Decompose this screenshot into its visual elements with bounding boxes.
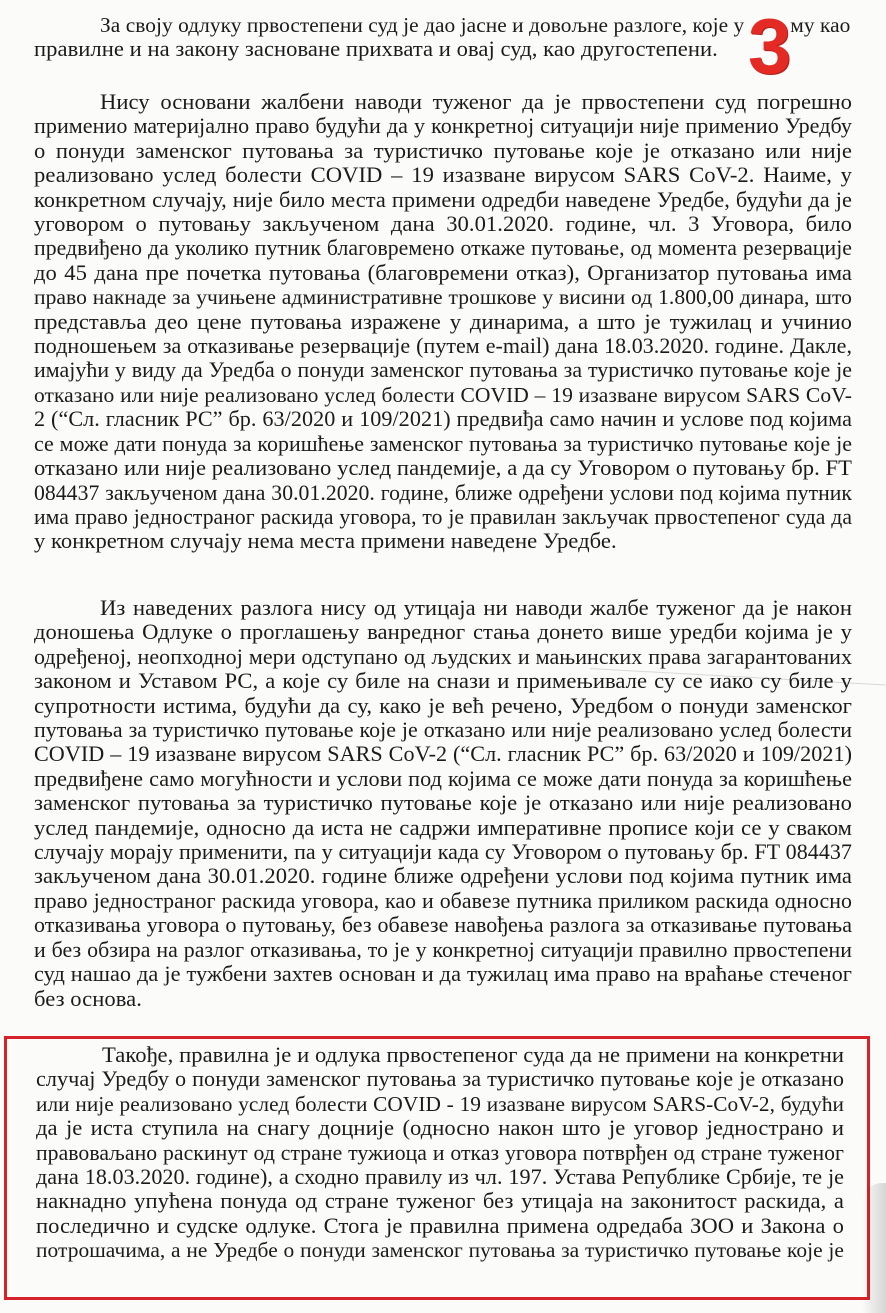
text-line: има право једностраног раскида уговора, то је правилан закључак првостепеног суда да <box>34 504 852 529</box>
text-line: 084437 закљученом дана 30.01.2020. године, ближе одређени услови под којима путник <box>34 480 852 505</box>
text-line: случај Уредбу о понуди заменског путовања за туристичко путовање које је отказано <box>36 1066 844 1092</box>
text-line: услед пандемије, односно да иста не садржи императивне прописе који се у сваком <box>34 814 852 840</box>
text-line: 2 (“Сл. гласник РС” бр. 63/2020 и 109/2021) предвиђа само начин и услове под којима <box>34 406 852 432</box>
text-line: Такође, правилна је и одлука првостепеног суда да не примени на конкретни <box>102 1042 844 1067</box>
text-line: одређеној, неопходној мери одступано од људских и мањинских права загарантованих <box>34 643 852 669</box>
page-number-annotation: 3 <box>748 2 792 90</box>
text-line: у конкретном случају нема места примени наведене Уредбе. <box>34 528 617 554</box>
page-curl-shadow <box>862 1183 886 1313</box>
text-line: применио материјално право будући да у конкретној ситуацији није применио Уредбу <box>34 113 852 139</box>
text-line: последично и судске одлуке. Стога је правилна примена одредаба ЗОО и Закона о <box>36 1212 844 1238</box>
text-line: Нису основани жалбени наводи туженог да је првостепени суд погрешно <box>100 89 852 114</box>
text-line: супротности истима, будући да су, како је већ речено, Уредбом о понуди заменског <box>34 692 852 718</box>
text-line: COVID – 19 изазване вирусом SARS CoV-2 (“Сл. гласник РС” бр. 63/2020 и 109/2021) <box>34 741 852 767</box>
text-line: и без обзира на разлог отказивања, то је у конкретној ситуацији правилно првостепени <box>34 937 852 962</box>
text-line: потрошачима, а не Уредбе о понуди заменског путовања за туристичко путовање које је <box>36 1238 844 1263</box>
text-line: За своју одлуку првостепени суд је дао јасне и довољне разлоге, које у му као <box>100 13 851 37</box>
text-line: о понуди заменског путовања за туристичко путовање које је отказано или није <box>34 137 852 163</box>
text-line: накнадно упућена понуда од стране туженог без утицаја на законитост раскида, а <box>36 1188 844 1214</box>
text-line: отказано или није реализовано услед болести COVID – 19 изазване вирусом SARS CoV- <box>34 382 852 407</box>
paragraph-1 <box>34 13 852 62</box>
text-line: предвиђено да уколико путник благовремено откаже путовање, од момента резервације <box>34 236 852 261</box>
text-line: заменског путовања за туристичко путовање које је отказано или није реализовано <box>34 790 852 816</box>
text-line: да је иста ступила на снагу доцније (односно након што је уговор једнострано и <box>36 1115 844 1141</box>
text-line: подношењем за отказивање резервације (путем e-mail) дана 18.03.2020. године. Дакле, <box>34 333 852 359</box>
text-line: реализовано услед болести COVID – 19 изазване вирусом SARS CoV-2. Наиме, у <box>34 162 852 188</box>
text-line: уговором о путовању закљученом дана 30.01.2020. године, чл. 3 Уговора, било <box>34 211 852 237</box>
text-line: представља део цене путовања изражене у динарима, а што је тужилац и учинио <box>34 308 852 334</box>
text-line: правоваљано раскинут од стране тужиоца и отказ уговора потврђен од стране туженог <box>36 1140 844 1165</box>
text-line: предвиђене само могућности и услови под којима се може дати понуда за коришћење <box>34 765 852 791</box>
text-line: правилне и на закону засноване прихвата и овај суд, као другостепени. <box>34 36 718 62</box>
text-line: законом и Уставом РС, а које су биле на снази и примењивале су се иако су биле у <box>34 668 852 694</box>
text-line: конкретном случају, није било места примени одредби наведене Уредбе, будући да је <box>34 186 852 212</box>
text-line: право накнаде за учињене административне трошкове у висини од 1.800,00 динара, што <box>34 285 852 310</box>
text-line: случају морају применити, па у ситуацији када су Уговором о путовању бр. FT 084437 <box>34 839 852 865</box>
text-line: се може дати понуда за коришћење заменског путовања за туристичко путовање које је <box>34 430 852 456</box>
text-line: Из наведених разлога нису од утицаја ни наводи жалбе туженог да је након <box>100 595 852 620</box>
text-line: без основа. <box>34 985 142 1011</box>
text-line: до 45 дана пре почетка путовања (благовремени отказ), Организатор путовања има <box>34 259 852 285</box>
text-line: право једностраног раскида уговора, као и обавезе путника приликом раскида односно <box>34 888 852 913</box>
paragraph-3 <box>34 596 852 1011</box>
paragraph-2 <box>34 90 852 554</box>
paragraph-4-highlighted <box>36 1043 844 1263</box>
text-line: суд нашао да је тужбени захтев основан и да тужилац има право на враћање стеченог <box>34 961 852 987</box>
text-line: доношења Одлуке о проглашењу ванредног стања донето више уредби којима је у <box>34 619 852 645</box>
text-line: имајући у виду да Уредба о понуди заменског путовања за туристичко путовање које је <box>34 358 852 383</box>
text-line: отказивања уговора о путовању, без обавезе навођења разлога за отказивање путовања <box>34 912 852 938</box>
text-line: или није реализовано услед болести COVID - 19 изазване вирусом SARS-CoV-2, будући <box>36 1091 844 1116</box>
text-line: закљученом дана 30.01.2020. године ближе одређени услови под којима путник има <box>34 863 852 889</box>
text-line: путовања за туристичко путовање које је отказано или није реализовано услед болести <box>34 717 852 743</box>
text-line: отказано или није реализовано услед пандемије, а да су Уговором о путовању бр. FT <box>34 455 852 481</box>
text-line: дана 18.03.2020. године), а сходно правилу из чл. 197. Устава Републике Србије, те је <box>36 1164 844 1190</box>
